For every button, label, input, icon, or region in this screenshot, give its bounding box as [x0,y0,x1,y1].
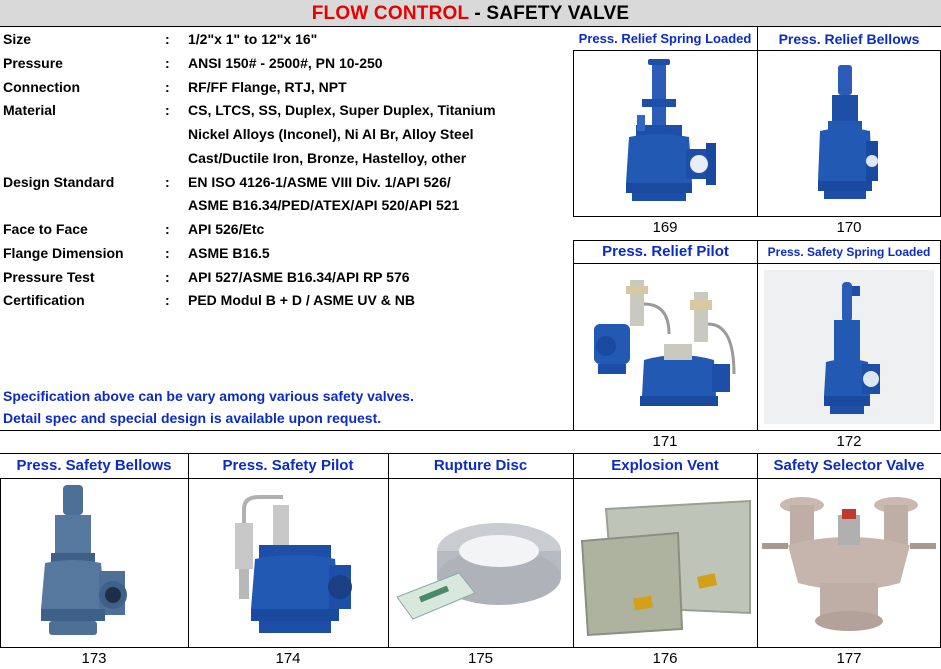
spec-label-certification: Certification [3,292,85,308]
spec-value-size: 1/2"x 1" to 12"x 16" [188,31,318,47]
spec-label-connection: Connection [3,79,80,95]
spec-value-pressure: ANSI 150# - 2500#, PN 10-250 [188,55,383,71]
column-divider [757,454,758,478]
image-press-relief-bellows [757,50,941,217]
spec-colon: : [165,221,170,237]
product-code-177: 177 [836,650,862,667]
spec-colon: : [165,102,170,118]
product-code-175: 175 [467,650,494,667]
spec-label-size: Size [3,31,32,47]
header-press-relief-pilot: Press. Relief Pilot [602,243,729,260]
header-explosion-vent: Explosion Vent [611,457,719,474]
spec-value-material-2: Nickel Alloys (Inconel), Ni Al Br, Alloy Steel [188,126,474,142]
header-rupture-disc: Rupture Disc [433,457,528,474]
image-press-safety-spring-loaded [757,263,941,431]
column-divider [388,454,389,478]
column-divider [188,454,189,478]
product-code-172: 172 [836,433,862,450]
header-press-safety-spring-loaded: Press. Safety Spring Loaded [767,245,931,259]
spec-label-design-standard: Design Standard [3,174,115,190]
image-safety-selector-valve [757,478,941,648]
spec-label-material: Material [3,102,56,118]
header-safety-selector-valve: Safety Selector Valve [773,457,925,474]
header-press-safety-pilot: Press. Safety Pilot [222,457,354,474]
image-explosion-vent [573,478,758,648]
spec-value-material-1: CS, LTCS, SS, Duplex, Super Duplex, Titanium [188,102,496,118]
spec-value-material-3: Cast/Ductile Iron, Bronze, Hastelloy, other [188,150,467,166]
title-flow-control: FLOW CONTROL [311,3,469,24]
spec-colon: : [165,79,170,95]
spec-colon: : [165,292,170,308]
title-safety-valve: - SAFETY VALVE [468,3,630,24]
header-press-relief-spring-loaded: Press. Relief Spring Loaded [578,31,752,46]
page-title [0,0,941,27]
spec-colon: : [165,245,170,261]
spec-colon: : [165,55,170,71]
spec-colon: : [165,269,170,285]
header-press-safety-bellows: Press. Safety Bellows [16,457,172,474]
header-box-press-relief-pilot [573,240,758,264]
spec-value-design-standard-2: ASME B16.34/PED/ATEX/API 520/API 521 [188,197,460,213]
spec-label-flange-dimension: Flange Dimension [3,245,124,261]
product-code-173: 173 [81,650,107,667]
spec-label-face-to-face: Face to Face [3,221,88,237]
spec-value-flange-dimension: ASME B16.5 [188,245,270,261]
spec-value-pressure-test: API 527/ASME B16.34/API RP 576 [188,269,410,285]
product-code-171: 171 [652,433,678,450]
product-code-169: 169 [652,219,678,236]
spec-label-pressure-test: Pressure Test [3,269,95,285]
spec-value-certification: PED Modul B + D / ASME UV & NB [188,292,415,308]
product-code-174: 174 [275,650,301,667]
spec-value-connection: RF/FF Flange, RTJ, NPT [188,79,347,95]
product-code-170: 170 [836,219,862,236]
column-divider [757,27,758,50]
product-code-176: 176 [652,650,678,667]
spec-colon: : [165,174,170,190]
image-press-safety-bellows [0,478,189,648]
header-box-press-safety-spring-loaded [757,240,941,264]
spec-note-1: Specification above can be vary among various safety valves. [3,388,414,404]
image-press-relief-pilot [573,263,758,431]
image-press-safety-pilot [188,478,389,648]
spec-value-design-standard-1: EN ISO 4126-1/ASME VIII Div. 1/API 526/ [188,174,451,190]
image-rupture-disc [388,478,574,648]
image-press-relief-spring-loaded [573,50,758,217]
column-divider [573,454,574,478]
spec-note-2: Detail spec and special design is available upon request. [3,410,382,426]
spec-value-face-to-face: API 526/Etc [188,221,265,237]
header-press-relief-bellows: Press. Relief Bellows [778,31,920,47]
spec-label-pressure: Pressure [3,55,63,71]
spec-colon: : [165,31,170,47]
